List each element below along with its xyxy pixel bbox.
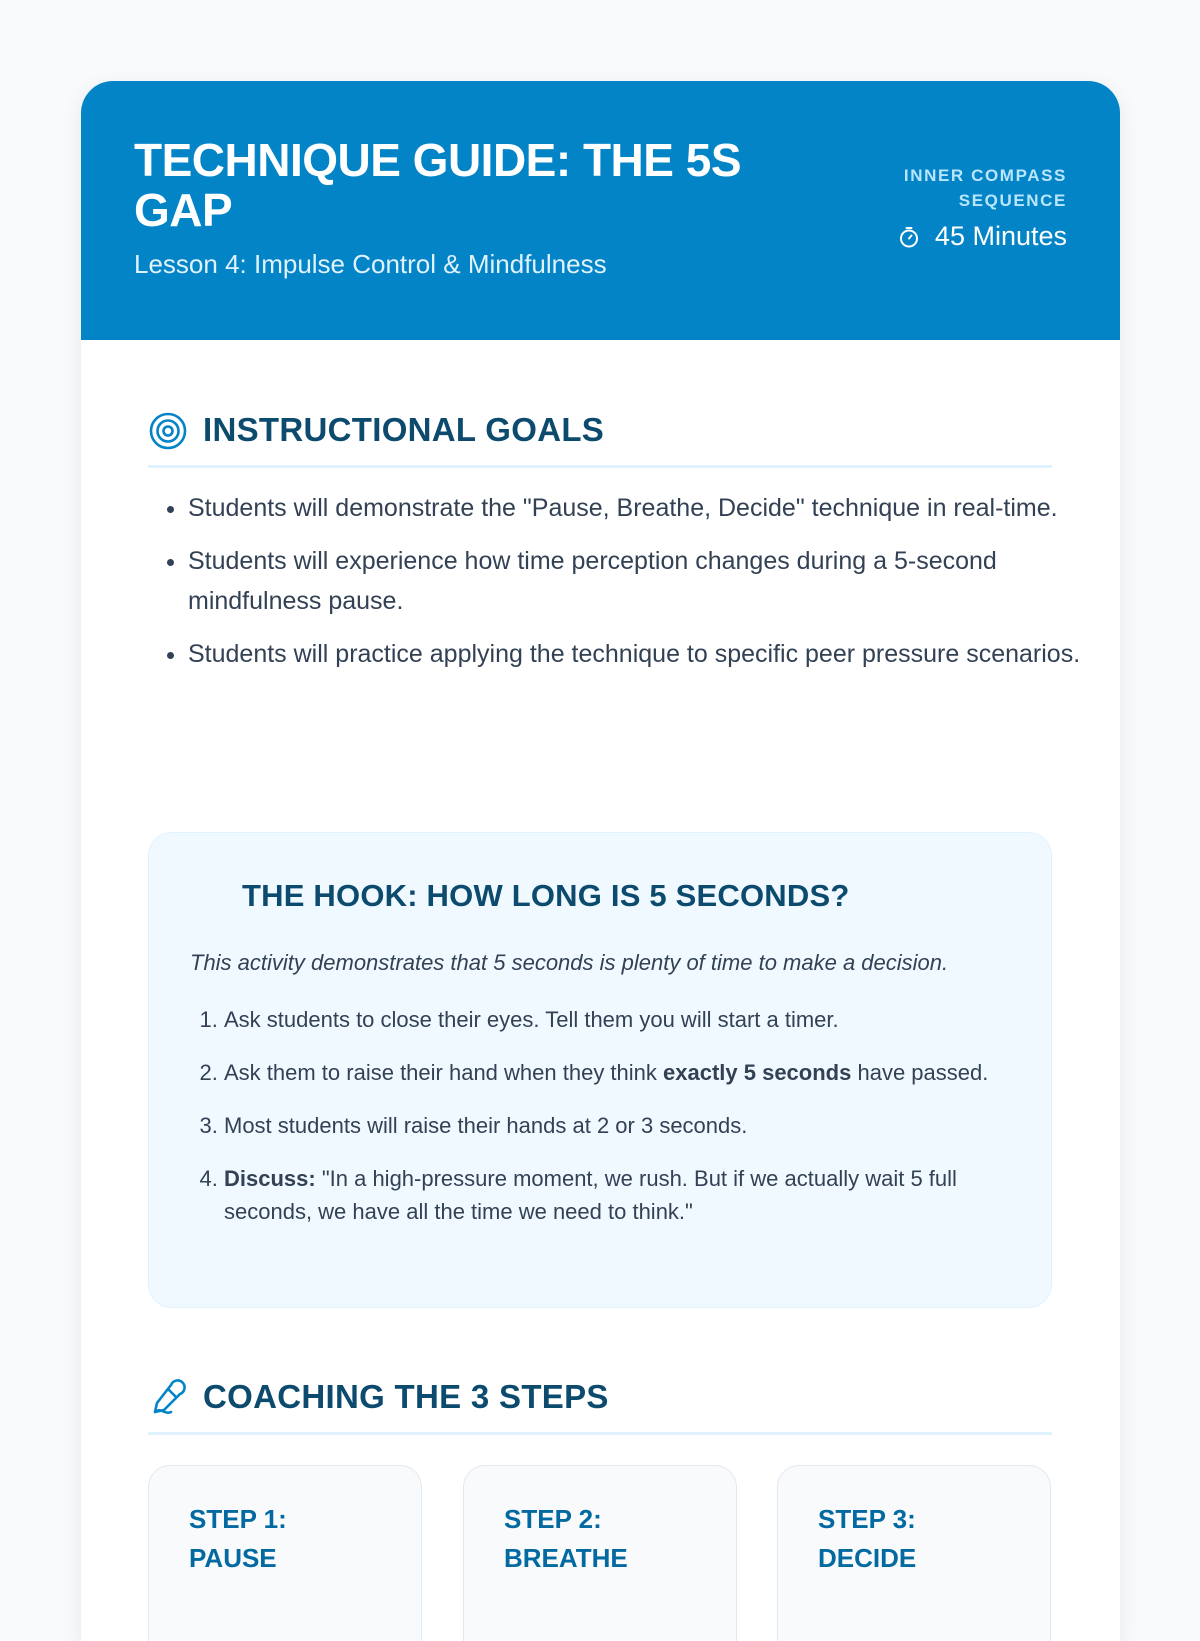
coaching-heading: COACHING THE 3 STEPS (203, 1378, 609, 1415)
step-card-decide (777, 1465, 1051, 1641)
list-item (224, 1003, 1044, 1036)
step-title (504, 1500, 704, 1578)
coaching-pen-icon (149, 1379, 187, 1417)
list-item (224, 1056, 1044, 1089)
step-text: have passed. (851, 1060, 989, 1085)
step-text: Ask students to close their eyes. Tell them you will start a timer. (224, 1007, 839, 1032)
emphasis-text: exactly 5 seconds (663, 1060, 852, 1085)
step-number: STEP 3: (818, 1504, 916, 1534)
list-item (224, 1109, 1044, 1142)
duration-badge (897, 221, 1067, 252)
step-number: STEP 2: (504, 1504, 602, 1534)
list-item (224, 1162, 1044, 1228)
coaching-section-header (148, 1372, 1052, 1435)
goals-section-header (148, 405, 1052, 468)
list-item: • Students will practice applying the technique to specific peer pressure scenarios. (188, 634, 1108, 674)
sequence-label: INNER COMPASS SEQUENCE (903, 166, 1067, 210)
list-item: • Students will demonstrate the "Pause, Breathe, Decide" technique in real-time. (188, 488, 1108, 528)
hook-intro: This activity demonstrates that 5 seconds is plenty of time to make a decision. (190, 950, 949, 975)
emphasis-text: Discuss: (224, 1166, 316, 1191)
step-name: PAUSE (189, 1543, 277, 1573)
hook-steps-list (190, 1003, 1044, 1248)
page-title: TECHNIQUE GUIDE: THE 5S GAP (134, 134, 742, 236)
timer-icon (897, 225, 921, 249)
target-icon (149, 412, 187, 450)
step-text: Ask them to raise their hand when they think (224, 1060, 664, 1085)
steps-row (148, 1465, 1052, 1641)
duration-text: 45 Minutes (934, 221, 1067, 251)
step-card-pause (148, 1465, 422, 1641)
lesson-header (81, 81, 1120, 340)
step-title (189, 1500, 389, 1578)
lesson-card (81, 81, 1120, 1641)
step-title (818, 1500, 1018, 1578)
step-text: Most students will raise their hands at 2 or 3 seconds. (224, 1113, 748, 1138)
step-name: BREATHE (504, 1543, 628, 1573)
hook-panel (148, 832, 1052, 1308)
step-text: "In a high-pressure moment, we rush. But if we actually wait 5 full seconds, we have all the time we need to think." (224, 1166, 957, 1224)
step-name: DECIDE (818, 1543, 917, 1573)
goals-list (148, 488, 1108, 687)
step-number: STEP 1: (189, 1504, 287, 1534)
list-item: • Students will experience how time perception changes during a 5-second mindfulness pause. (188, 541, 1108, 621)
hook-heading: THE HOOK: HOW LONG IS 5 SECONDS? (242, 878, 850, 913)
step-card-breathe (463, 1465, 737, 1641)
goals-heading: INSTRUCTIONAL GOALS (203, 411, 605, 448)
lesson-subtitle: Lesson 4: Impulse Control & Mindfulness (134, 249, 607, 279)
